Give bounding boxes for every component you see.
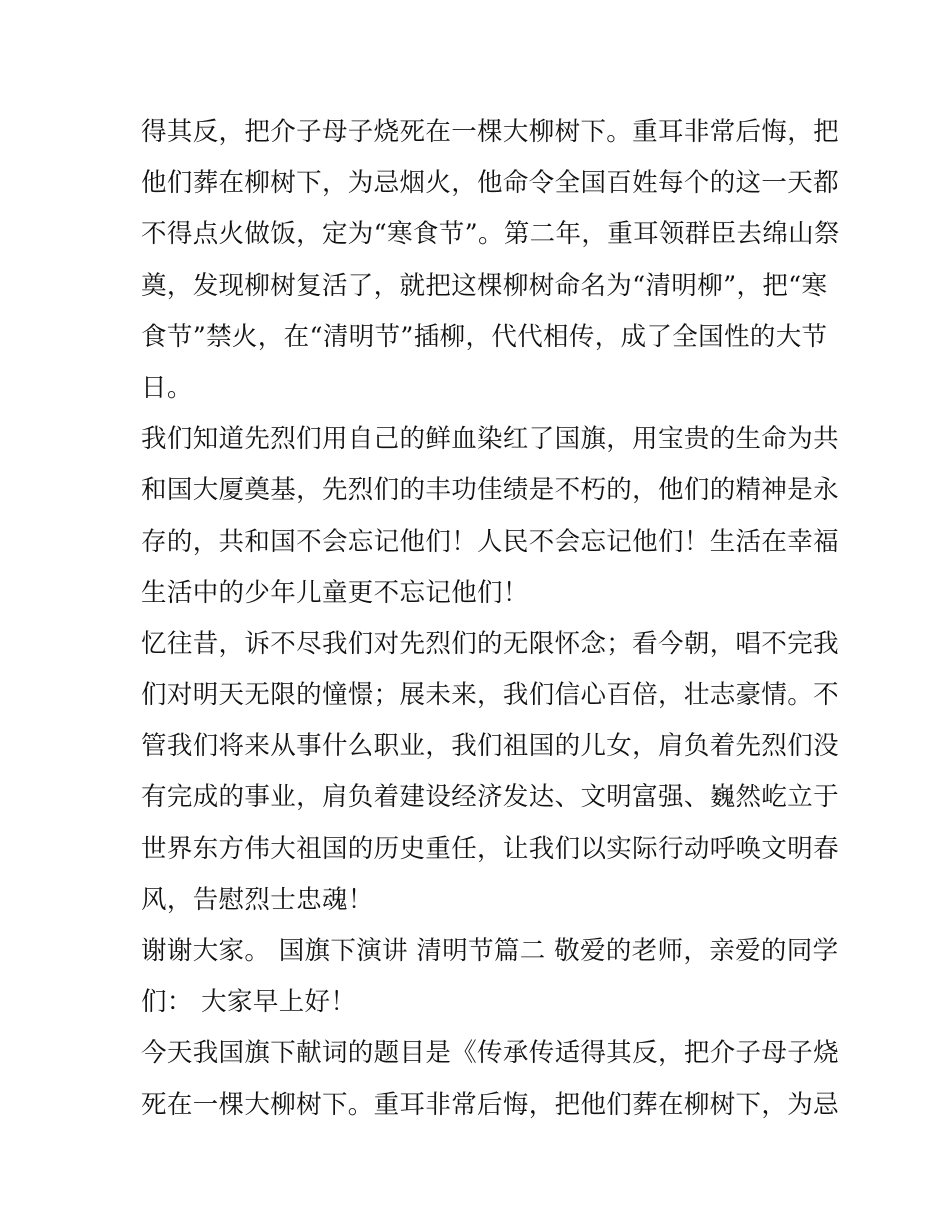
text-line: 我们知道先烈们用自己的鲜血染红了国旗，用宝贵的生命为共 <box>141 424 839 455</box>
document-body <box>141 107 840 1131</box>
text-line: 谢谢大家。 国旗下演讲 清明节篇二 敬爱的老师，亲爱的同学 <box>141 936 839 966</box>
text-line: 管我们将来从事什么职业，我们祖国的儿女，肩负着先烈们没 <box>141 731 839 762</box>
text-line: 他们葬在柳树下，为忌烟火，他命令全国百姓每个的这一天都 <box>141 168 839 199</box>
text-line: 食节”禁火，在“清明节”插柳，代代相传，成了全国性的大节 <box>141 321 828 352</box>
text-line: 们对明天无限的憧憬；展未来，我们信心百倍，壮志豪情。不 <box>141 680 839 711</box>
text-line: 得其反，把介子母子烧死在一棵大柳树下。重耳非常后悔，把 <box>141 117 839 147</box>
text-line: 有完成的事业，肩负着建设经济发达、文明富强、巍然屹立于 <box>141 782 839 813</box>
text-line: 日。 <box>141 372 193 403</box>
text-line: 和国大厦奠基，先烈们的丰功佳绩是不朽的，他们的精神是永 <box>141 475 839 506</box>
text-line: 存的，共和国不会忘记他们！人民不会忘记他们！生活在幸福 <box>141 526 839 557</box>
text-line: 今天我国旗下献词的题目是《传承传适得其反，把介子母子烧 <box>141 1038 839 1069</box>
text-line: 生活中的少年儿童更不忘记他们！ <box>141 577 529 608</box>
text-line: 不得点火做饭，定为“寒食节”。第二年，重耳领群臣去绵山祭 <box>141 219 840 250</box>
text-line: 们： 大家早上好！ <box>141 987 357 1018</box>
text-line: 死在一棵大柳树下。重耳非常后悔，把他们葬在柳树下，为忌 <box>141 1089 839 1120</box>
text-line: 忆往昔，诉不尽我们对先烈们的无限怀念；看今朝，唱不完我 <box>141 628 839 659</box>
text-line: 风，告慰烈士忠魂！ <box>141 884 374 915</box>
text-line: 世界东方伟大祖国的历史重任，让我们以实际行动呼唤文明春 <box>141 833 839 864</box>
text-line: 奠，发现柳树复活了，就把这棵柳树命名为“清明柳”，把“寒 <box>141 270 828 301</box>
